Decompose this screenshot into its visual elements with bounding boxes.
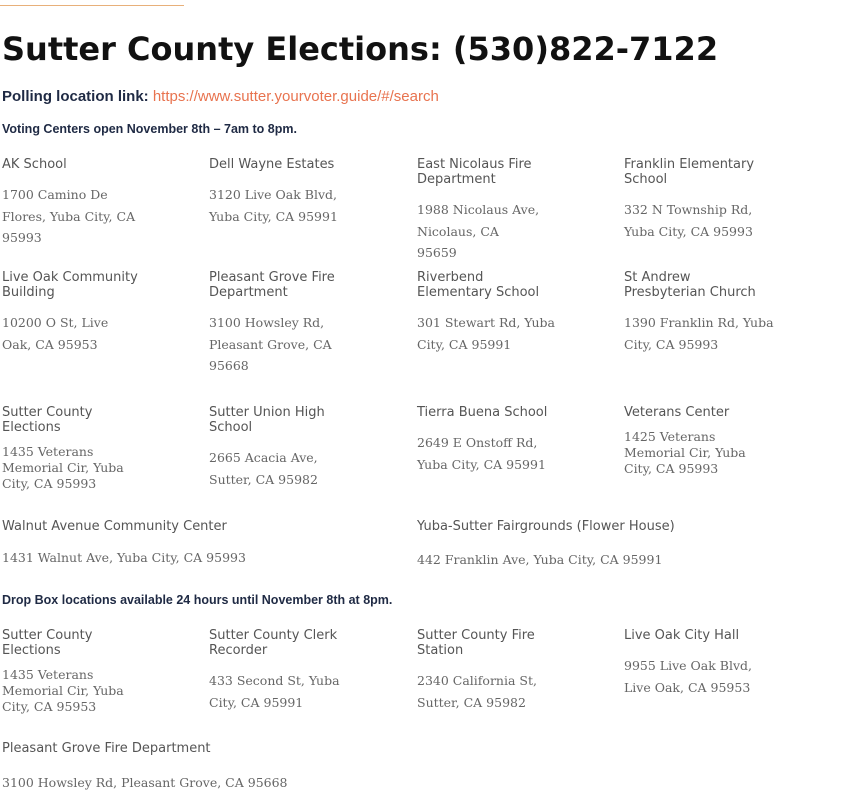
location-name: Walnut Avenue Community Center xyxy=(2,519,227,534)
location-name: Live Oak Community Building xyxy=(2,270,138,300)
location-name: Dell Wayne Estates xyxy=(209,157,335,172)
polling-location-line xyxy=(2,88,439,105)
location-address: 10200 O St, Live Oak, CA 95953 xyxy=(2,315,109,352)
location-address: 332 N Township Rd, Yuba City, CA 95993 xyxy=(624,202,753,239)
location-name: Sutter County Elections xyxy=(2,628,93,658)
voting-center-yuba-sutter-fairgrounds xyxy=(417,519,817,568)
location-address: 3100 Howsley Rd, Pleasant Grove, CA 95668 xyxy=(209,315,332,373)
voting-center-st-andrew-presbyterian xyxy=(624,270,824,355)
location-address: 3100 Howsley Rd, Pleasant Grove, CA 95668 xyxy=(2,775,288,790)
polling-location-link[interactable]: https://www.sutter.yourvoter.guide/#/search xyxy=(152,88,439,105)
drop-box-pleasant-grove-fire xyxy=(2,741,402,791)
location-address: 1435 Veterans Memorial Cir, Yuba City, CA 95953 xyxy=(2,667,124,714)
location-address: 2649 E Onstoff Rd, Yuba City, CA 95991 xyxy=(417,435,546,472)
location-name: Sutter Union High School xyxy=(209,405,325,435)
voting-center-veterans-center xyxy=(624,405,824,477)
decorative-rule xyxy=(0,5,184,6)
location-name: Sutter County Elections xyxy=(2,405,93,435)
voting-center-sutter-county-elections xyxy=(2,405,202,492)
location-name: Franklin Elementary School xyxy=(624,157,755,187)
location-address: 301 Stewart Rd, Yuba City, CA 95991 xyxy=(417,315,555,352)
location-name: AK School xyxy=(2,157,67,172)
location-address: 442 Franklin Ave, Yuba City, CA 95991 xyxy=(417,552,663,567)
location-name: East Nicolaus Fire Department xyxy=(417,157,532,187)
location-address: 433 Second St, Yuba City, CA 95991 xyxy=(209,673,340,710)
location-address: 1425 Veterans Memorial Cir, Yuba City, CA 95993 xyxy=(624,429,746,476)
location-address: 3120 Live Oak Blvd, Yuba City, CA 95991 xyxy=(209,187,338,224)
location-address: 1435 Veterans Memorial Cir, Yuba City, CA 95993 xyxy=(2,444,124,491)
voting-center-walnut-avenue xyxy=(2,519,402,566)
location-name: St Andrew Presbyterian Church xyxy=(624,270,756,300)
voting-center-pleasant-grove-fire xyxy=(209,270,409,377)
location-name: Yuba-Sutter Fairgrounds (Flower House) xyxy=(417,519,675,534)
voting-center-riverbend-elementary xyxy=(417,270,617,355)
location-name: Tierra Buena School xyxy=(417,405,548,420)
location-name: Sutter County Fire Station xyxy=(417,628,535,658)
voting-center-sutter-union-high xyxy=(209,405,409,490)
location-name: Riverbend Elementary School xyxy=(417,270,540,300)
location-address: 9955 Live Oak Blvd, Live Oak, CA 95953 xyxy=(624,658,752,695)
voting-center-live-oak-community xyxy=(2,270,202,355)
drop-box-clerk-recorder xyxy=(209,628,409,713)
location-name: Veterans Center xyxy=(624,405,730,420)
drop-box-sutter-county-elections xyxy=(2,628,202,715)
voting-center-ak-school xyxy=(2,157,202,249)
voting-center-tierra-buena xyxy=(417,405,617,475)
drop-box-heading: Drop Box locations available 24 hours until November 8th at 8pm. xyxy=(2,593,393,607)
location-address: 1390 Franklin Rd, Yuba City, CA 95993 xyxy=(624,315,774,352)
location-name: Pleasant Grove Fire Department xyxy=(2,741,211,756)
voting-center-east-nicolaus-fire xyxy=(417,157,617,264)
location-address: 2665 Acacia Ave, Sutter, CA 95982 xyxy=(209,450,318,487)
polling-location-label: Polling location link: xyxy=(2,88,149,105)
location-name: Live Oak City Hall xyxy=(624,628,740,643)
location-name: Sutter County Clerk Recorder xyxy=(209,628,338,658)
location-address: 2340 California St, Sutter, CA 95982 xyxy=(417,673,537,710)
location-address: 1988 Nicolaus Ave, Nicolaus, CA 95659 xyxy=(417,202,540,260)
page-title: Sutter County Elections: (530)822-7122 xyxy=(2,30,719,68)
drop-box-live-oak-city-hall xyxy=(624,628,824,698)
voting-centers-heading: Voting Centers open November 8th – 7am to 8pm. xyxy=(2,122,297,136)
location-name: Pleasant Grove Fire Department xyxy=(209,270,335,300)
voting-center-dell-wayne-estates xyxy=(209,157,409,227)
voting-center-franklin-elementary xyxy=(624,157,824,242)
drop-box-fire-station xyxy=(417,628,617,713)
location-address: 1700 Camino De Flores, Yuba City, CA 95993 xyxy=(2,187,136,245)
location-address: 1431 Walnut Ave, Yuba City, CA 95993 xyxy=(2,550,246,565)
